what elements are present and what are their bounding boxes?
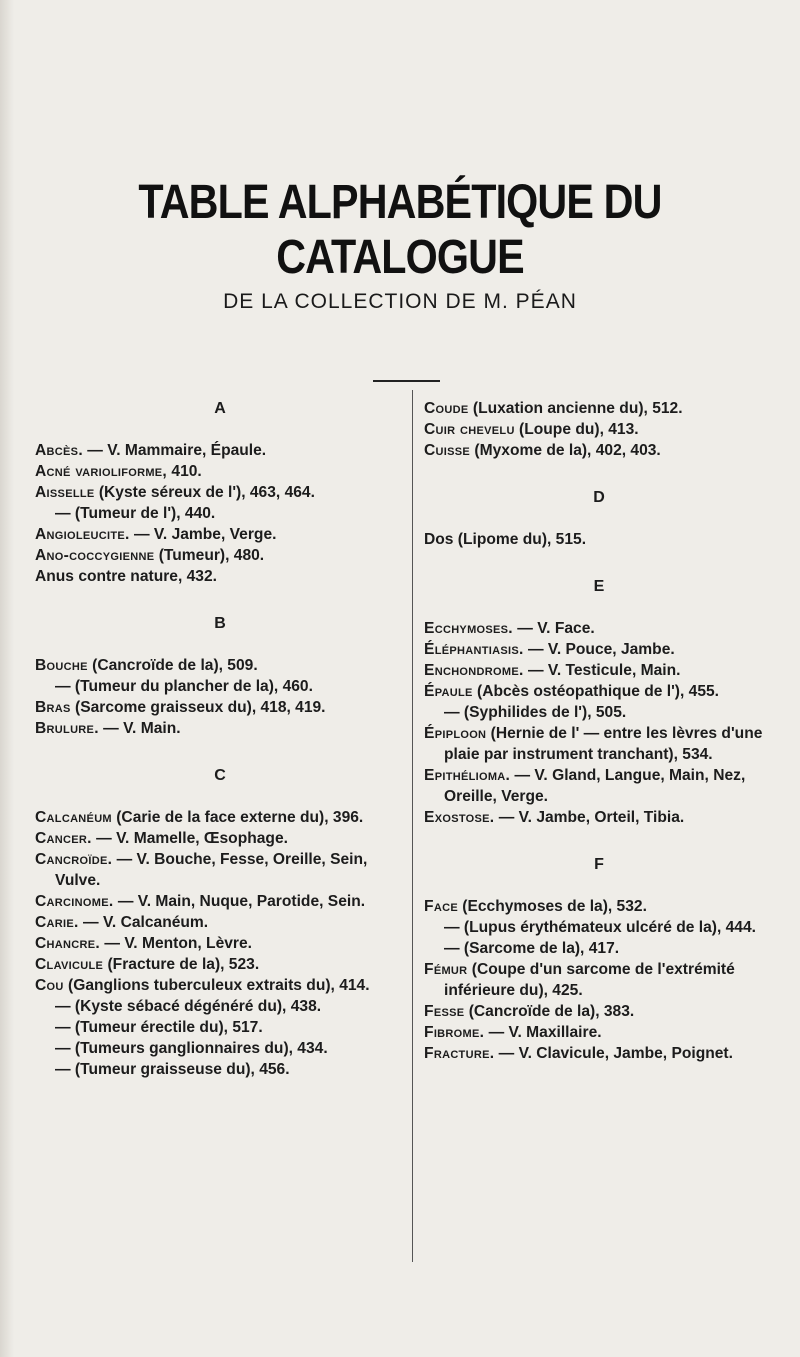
index-entry bbox=[35, 954, 405, 975]
entry-text: — V. Jambe, Orteil, Tibia. bbox=[494, 809, 685, 826]
section-gap bbox=[35, 739, 405, 765]
entry-text: — V. Clavicule, Jambe, Poignet. bbox=[494, 1045, 733, 1062]
index-entry bbox=[424, 681, 774, 702]
index-entry bbox=[424, 765, 774, 807]
entry-text: (Fracture de la), 523. bbox=[103, 956, 260, 973]
entry-text: — V. Mamelle, Œsophage. bbox=[91, 830, 288, 847]
entry-text: (Ecchymoses de la), 532. bbox=[457, 898, 647, 915]
index-entry bbox=[35, 440, 405, 461]
left-column bbox=[35, 398, 405, 1080]
index-entry bbox=[424, 618, 774, 639]
index-entry bbox=[424, 440, 774, 461]
index-entry bbox=[35, 975, 405, 996]
entry-headword: Angioleucite. bbox=[35, 526, 130, 543]
entry-text: — V. Pouce, Jambe. bbox=[523, 641, 675, 658]
entry-headword: Fesse bbox=[424, 1003, 465, 1020]
entry-text: (Loupe du), 413. bbox=[514, 421, 639, 438]
entry-text: (Hernie de l' — entre les lèvres d'une plaie par instrument tranchant), 534. bbox=[444, 725, 763, 763]
index-entry bbox=[35, 524, 405, 545]
index-subentry: — (Tumeurs ganglionnaires du), 434. bbox=[55, 1040, 328, 1057]
index-entry bbox=[35, 697, 405, 718]
entry-text: (Luxation ancienne du), 512. bbox=[468, 400, 683, 417]
column-divider bbox=[412, 390, 413, 1262]
entry-text: — V. Menton, Lèvre. bbox=[100, 935, 252, 952]
index-entry bbox=[35, 849, 405, 891]
index-subentry: — (Tumeur graisseuse du), 456. bbox=[55, 1061, 290, 1078]
entry-headword: Cou bbox=[35, 977, 64, 994]
entry-text: (Cancroïde de la), 383. bbox=[464, 1003, 635, 1020]
entry-text: (Myxome de la), 402, 403. bbox=[470, 442, 661, 459]
index-entry bbox=[35, 655, 405, 676]
page-subtitle: DE LA COLLECTION DE M. PÉAN bbox=[223, 290, 577, 313]
section-gap bbox=[424, 461, 774, 487]
entry-headword: Fracture. bbox=[424, 1045, 495, 1062]
index-subentry: — (Syphilides de l'), 505. bbox=[444, 704, 627, 721]
section-gap bbox=[424, 550, 774, 576]
page-edge bbox=[0, 0, 14, 1357]
section-letter: D bbox=[593, 489, 605, 506]
entry-headword: Epithélioma. bbox=[424, 767, 511, 784]
entry-headword: Fémur bbox=[424, 961, 468, 978]
index-entry bbox=[424, 896, 774, 917]
entry-headword: Aisselle bbox=[35, 484, 95, 501]
section-letter: F bbox=[594, 856, 604, 873]
entry-headword: Éléphantiasis. bbox=[424, 641, 524, 658]
index-entry bbox=[35, 718, 405, 739]
index-subentry: — (Tumeur de l'), 440. bbox=[55, 505, 216, 522]
section-letter: A bbox=[214, 400, 226, 417]
entry-headword: Brulure. bbox=[35, 720, 99, 737]
index-entry bbox=[424, 398, 774, 419]
entry-headword: Bouche bbox=[35, 657, 88, 674]
entry-headword: Fibrome. bbox=[424, 1024, 485, 1041]
index-entry bbox=[424, 807, 774, 828]
index-entry bbox=[35, 891, 405, 912]
index-entry bbox=[424, 959, 774, 1001]
entry-headword: Coude bbox=[424, 400, 469, 417]
section-gap bbox=[35, 587, 405, 613]
entry-text: — V. Main, Nuque, Parotide, Sein. bbox=[113, 893, 366, 910]
entry-text: — V. Maxillaire. bbox=[484, 1024, 602, 1041]
index-entry bbox=[424, 660, 774, 681]
entry-text: (Kyste séreux de l'), 463, 464. bbox=[94, 484, 315, 501]
section-letter: E bbox=[593, 578, 605, 595]
entry-text: (Carie de la face externe du), 396. bbox=[111, 809, 364, 826]
entry-text: (Cancroïde de la), 509. bbox=[87, 657, 258, 674]
entry-headword: Cancroïde. bbox=[35, 851, 113, 868]
entry-headword: Ecchymoses. bbox=[424, 620, 513, 637]
index-entry bbox=[424, 419, 774, 440]
index-subentry: — (Sarcome de la), 417. bbox=[444, 940, 620, 957]
entry-text: (Abcès ostéopathique de l'), 455. bbox=[472, 683, 720, 700]
index-entry bbox=[424, 1043, 774, 1064]
entry-headword: Clavicule bbox=[35, 956, 104, 973]
entry-headword: Enchondrome. bbox=[424, 662, 524, 679]
entry-headword: Calcanéum bbox=[35, 809, 112, 826]
index-entry bbox=[35, 461, 405, 482]
index-entry bbox=[424, 1022, 774, 1043]
entry-text: (Sarcome graisseux du), 418, 419. bbox=[70, 699, 326, 716]
entry-text: — V. Calcanéum. bbox=[78, 914, 209, 931]
section-letter: C bbox=[214, 767, 226, 784]
index-subentry: — (Tumeur du plancher de la), 460. bbox=[55, 678, 313, 695]
section-gap bbox=[424, 828, 774, 854]
index-entry bbox=[424, 723, 774, 765]
entry-headword: Face bbox=[424, 898, 458, 915]
entry-text: — V. Face. bbox=[512, 620, 595, 637]
index-entry bbox=[35, 807, 405, 828]
index-entry bbox=[35, 912, 405, 933]
entry-headword: Carcinome. bbox=[35, 893, 114, 910]
index-entry bbox=[35, 545, 405, 566]
index-subentry: — (Tumeur érectile du), 517. bbox=[55, 1019, 263, 1036]
entry-headword: Chancre. bbox=[35, 935, 101, 952]
index-entry: Dos (Lipome du), 515. bbox=[424, 531, 587, 548]
entry-headword: Cuir chevelu bbox=[424, 421, 515, 438]
title-rule bbox=[373, 380, 440, 382]
index-entry bbox=[35, 828, 405, 849]
entry-text: — V. Jambe, Verge. bbox=[129, 526, 277, 543]
entry-headword: Bras bbox=[35, 699, 71, 716]
index-entry bbox=[424, 639, 774, 660]
entry-text: (Ganglions tuberculeux extraits du), 414. bbox=[63, 977, 370, 994]
entry-headword: Cancer. bbox=[35, 830, 92, 847]
index-entry bbox=[35, 933, 405, 954]
entry-text: 410. bbox=[167, 463, 202, 480]
right-column bbox=[424, 398, 774, 1064]
entry-text: — V. Gland, Langue, Main, Nez, Oreille, Verge. bbox=[444, 767, 746, 805]
section-letter: B bbox=[214, 615, 226, 632]
entry-headword: Cuisse bbox=[424, 442, 471, 459]
index-entry: Anus contre nature, 432. bbox=[35, 568, 217, 585]
index-entry bbox=[35, 482, 405, 503]
entry-headword: Ano-coccygienne bbox=[35, 547, 155, 564]
index-entry bbox=[424, 1001, 774, 1022]
index-subentry: — (Lupus érythémateux ulcéré de la), 444. bbox=[444, 919, 756, 936]
entry-headword: Épaule bbox=[424, 683, 473, 700]
index-subentry: — (Kyste sébacé dégénéré du), 438. bbox=[55, 998, 322, 1015]
page-title: TABLE ALPHABÉTIQUE DU CATALOGUE bbox=[138, 176, 662, 284]
entry-headword: Abcès. bbox=[35, 442, 83, 459]
entry-headword: Épiploon bbox=[424, 725, 487, 742]
entry-headword: Carie. bbox=[35, 914, 79, 931]
entry-text: — V. Bouche, Fesse, Oreille, Sein, Vulve. bbox=[55, 851, 368, 889]
entry-text: — V. Testicule, Main. bbox=[523, 662, 681, 679]
entry-headword: Exostose. bbox=[424, 809, 495, 826]
entry-text: (Tumeur), 480. bbox=[154, 547, 265, 564]
entry-headword: Acné varioliforme, bbox=[35, 463, 168, 480]
entry-text: — V. Main. bbox=[98, 720, 181, 737]
entry-text: (Coupe d'un sarcome de l'extrémité inférieure du), 425. bbox=[444, 961, 735, 999]
entry-text: — V. Mammaire, Épaule. bbox=[82, 442, 267, 459]
